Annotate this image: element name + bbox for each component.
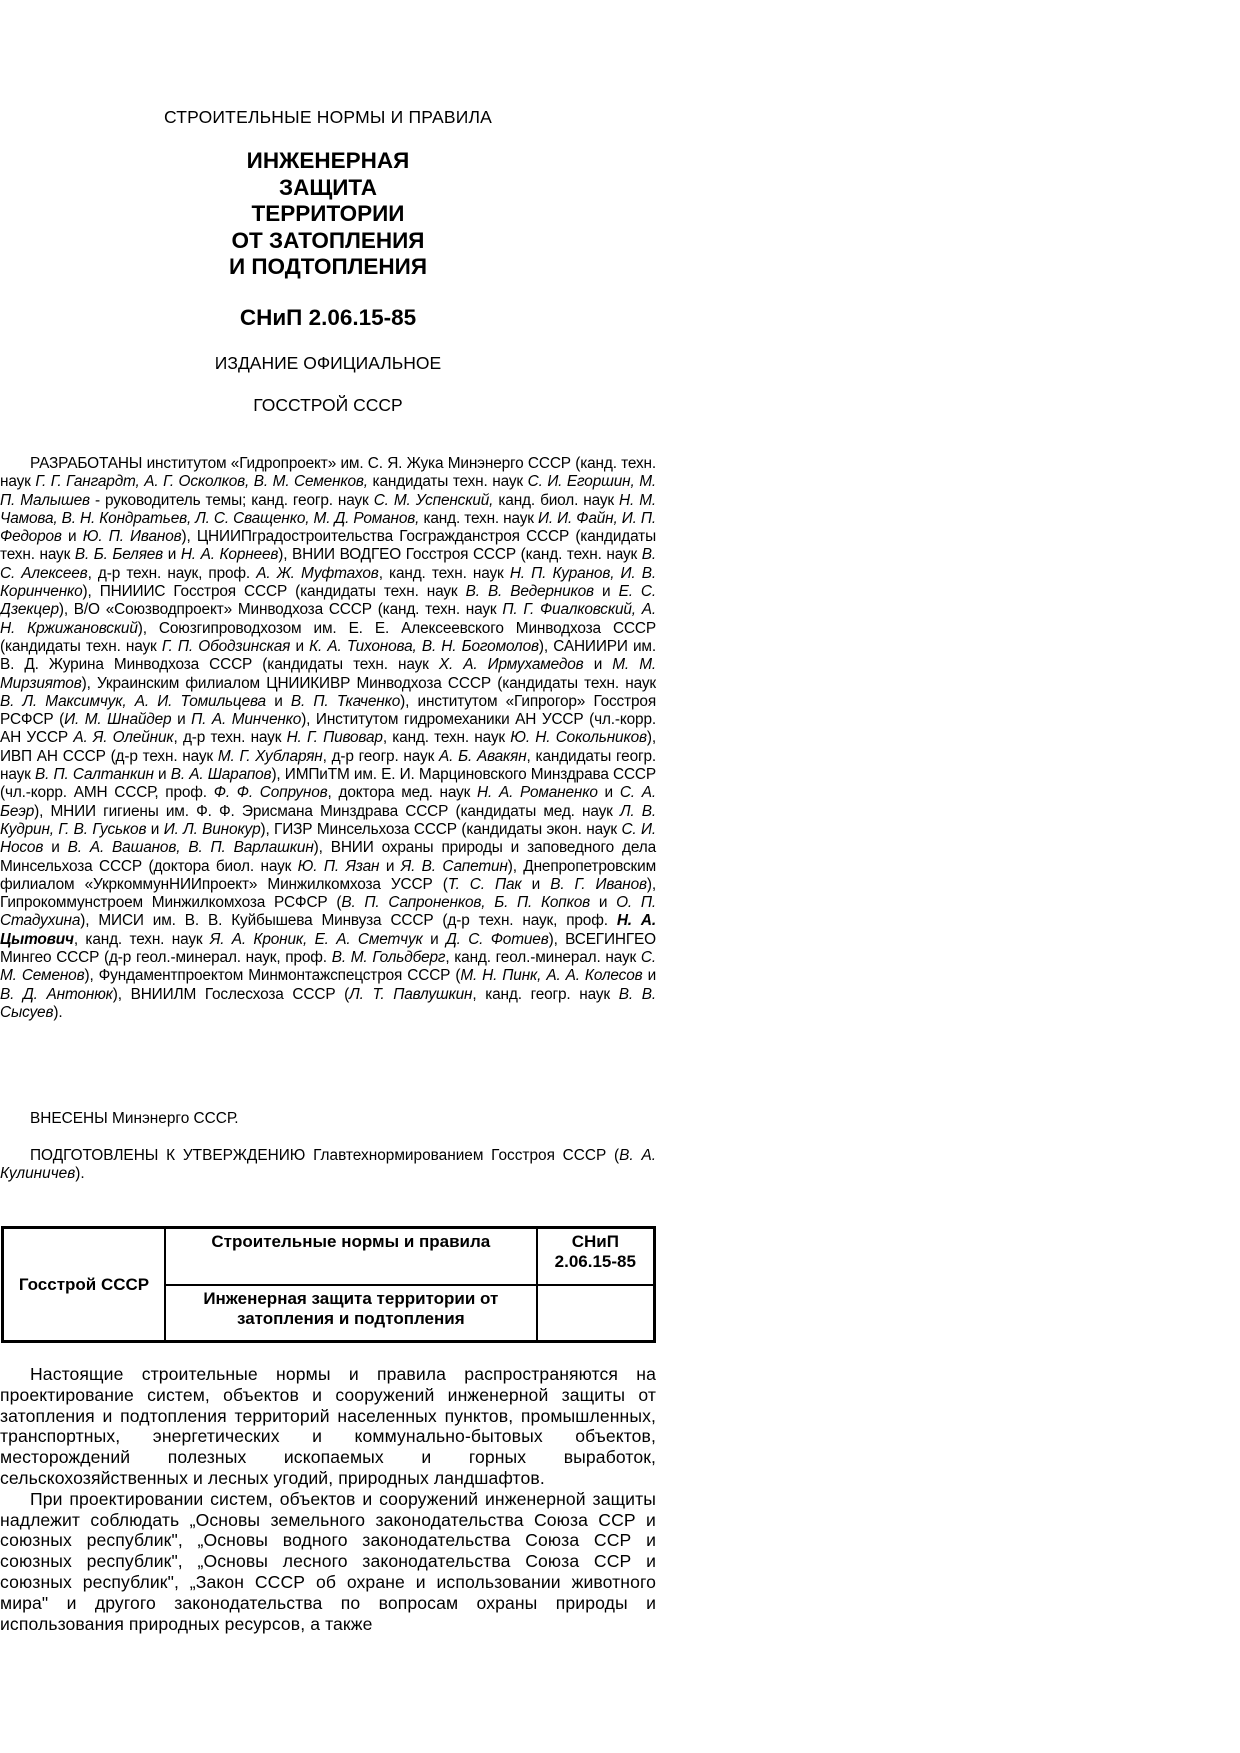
prepared-paragraph bbox=[0, 1147, 656, 1184]
prepared-name: В. А. Кулиничев bbox=[0, 1147, 657, 1183]
developers-credits bbox=[0, 455, 656, 1022]
prepared-for-approval bbox=[0, 1147, 656, 1184]
body-paragraph: Настоящие строительные нормы и правила распространяются на проектирование систем, объектов и сооружений инженерной защиты от затопления и подтопления территорий населенных пунктов, промышленных, транспортных, энергетических и коммунально-бытовых объектов, месторождений полезных ископаемых и горных выработок, сельскохозяйственных и лесных угодий, природных ландшафтов. bbox=[0, 1364, 656, 1488]
credits-lead: РАЗРАБОТАНЫ bbox=[30, 455, 143, 472]
code-cell: СНиП 2.06.15-85 bbox=[537, 1228, 655, 1285]
document-title bbox=[0, 148, 656, 281]
credits-paragraph: РАЗРАБОТАНЫ институтом «Гидропроект» им. С. Я. Жука Минэнерго СССР (канд. техн. наук Г. Г. Гангардт, А. Г. Осколков, В. М. Семенков, кандидаты техн. наук С. И. Егоршин, М. П. Малышев - руководитель темы; канд. геогр. наук С. М. Успенский, канд. биол. наук Н. М. Чамова, В. Н. Кондратьев, Л. С. Сващенко, М. Д. Романов, канд. техн. наук И. И. Файн, И. П. Федоров и Ю. П. Иванов), ЦНИИПградостроительства Госгражданстроя СССР (кандидаты техн. наук В. Б. Беляев и Н. А. Корнеев), ВНИИ ВОДГЕО Госстроя СССР (канд. техн. наук В. С. Алексеев, д-р техн. наук, проф. А. Ж. Муфтахов, канд. техн. наук Н. П. Куранов, И. В. Коринченко), ПНИИИС Госстроя СССР (кандидаты техн. наук В. В. Ведерников и Е. С. Дзекцер), В/О «Союзводпроект» Минводхоза СССР (канд. техн. наук П. Г. Фиалковский, А. Н. Кржижановский), Союзгипроводхозом им. Е. Е. Алексеевского Минводхоза СССР (кандидаты техн. наук Г. П. Ободзинская и К. А. Тихонова, В. Н. Богомолов), САНИИРИ им. В. Д. Журина Минводхоза СССР (кандидаты техн. наук Х. А. Ирмухамедов и М. М. Мирзиятов), Украинским филиалом ЦНИИКИВР Минводхоза СССР (кандидаты техн. наук В. Л. Максимчук, А. И. Томильцева и В. П. Ткаченко), институтом «Гипрогор» Госстроя РСФСР (И. М. Шнайдер и П. А. Минченко), Институтом гидромеханики АН УССР (чл.-корр. АН УССР А. Я. Олейник, д-р техн. наук Н. Г. Пивовар, канд. техн. наук Ю. Н. Сокольников), ИВП АН СССР (д-р техн. наук М. Г. Хубларян, д-р геогр. наук А. Б. Авакян, кандидаты геогр. наук В. П. Салтанкин и В. А. Шарапов), ИМПиТМ им. Е. И. Марциновского Минздрава СССР (чл.-корр. АМН СССР, проф. Ф. Ф. Сопрунов, доктора мед. наук Н. А. Романенко и С. А. Беэр), МНИИ гигиены им. Ф. Ф. Эрисмана Минздрава СССР (кандидаты мед. наук Л. В. Кудрин, Г. В. Гуськов и И. Л. Винокур), ГИЗР Минсельхоза СССР (кандидаты экон. наук С. И. Носов и В. А. Вашанов, В. П. Варлашкин), ВНИИ охраны природы и заповедного дела Минсельхоза СССР (доктора биол. наук Ю. П. Язан и Я. В. Сапетин), Днепропетровским филиалом «УкркоммунНИИпроект» Минжилкомхоза УССР (Т. С. Пак и В. Г. Иванов), Гипрокоммунстроем Минжилкомхоза РСФСР (В. П. Сапроненков, Б. П. Копков и О. П. Стадухина), МИСИ им. В. В. Куйбышева Минвуза СССР (д-р техн. наук, проф. Н. А. Цытович, канд. техн. наук Я. А. Кроник, Е. А. Сметчук и Д. С. Фотиев), ВСЕГИНГЕО Мингео СССР (д-р геол.-минерал. наук, проф. В. М. Гольдберг, канд. геол.-минерал. наук С. М. Семенов), Фундаментпроектом Минмонтажспецстроя СССР (М. Н. Пинк, А. А. Колесов и В. Д. Антонюк), ВНИИЛМ Гослесхоза СССР (Л. Т. Павлушкин, канд. геогр. наук В. В. Сысуев). bbox=[0, 455, 657, 1021]
submitted-text: Минэнерго СССР. bbox=[107, 1110, 239, 1127]
title-line: ОТ ЗАТОПЛЕНИЯ bbox=[231, 227, 425, 253]
publisher-label: ГОССТРОЙ СССР bbox=[253, 395, 403, 415]
document-header-table bbox=[1, 1226, 656, 1343]
header-table-row bbox=[3, 1228, 655, 1285]
document-code: СНиП 2.06.15-85 bbox=[239, 305, 417, 330]
prepared-lead: ПОДГОТОВЛЕНЫ К УТВЕРЖДЕНИЮ bbox=[30, 1147, 306, 1164]
document-series: СТРОИТЕЛЬНЫЕ НОРМЫ И ПРАВИЛА bbox=[163, 107, 493, 127]
title-line: И ПОДТОПЛЕНИЯ bbox=[228, 254, 428, 279]
prepared-text: Главтехнормированием Госстроя СССР ( bbox=[305, 1147, 620, 1164]
submitted-by bbox=[0, 1110, 656, 1128]
prepared-tail: ). bbox=[75, 1165, 85, 1183]
title-line: ТЕРРИТОРИИ bbox=[251, 201, 405, 226]
subject-cell: Инженерная защита территории от затопления и подтопления bbox=[165, 1285, 537, 1342]
submitted-paragraph bbox=[0, 1110, 656, 1128]
submitted-lead: ВНЕСЕНЫ bbox=[30, 1110, 108, 1127]
category-cell: Строительные нормы и правила bbox=[165, 1228, 537, 1285]
empty-cell bbox=[537, 1285, 655, 1342]
body-paragraph: При проектировании систем, объектов и сооружений инженерной защиты надлежит соблюдать „Основы земельного законодательства Союза ССР и союзных республик", „Основы водного законодательства Союза ССР и союзных республик", „Основы лесного законодательства Союза ССР и союзных республик", „Закон СССР об охране и использовании животного мира" и другого законодательства по вопросам охраны природы и использования природных ресурсов, а также bbox=[0, 1488, 656, 1634]
title-line: ИНЖЕНЕРНАЯ bbox=[246, 148, 410, 173]
document-body bbox=[0, 1364, 656, 1634]
agency-cell: Госстрой СССР bbox=[3, 1228, 166, 1342]
title-line: ЗАЩИТА bbox=[278, 174, 378, 200]
edition-label: ИЗДАНИЕ ОФИЦИАЛЬНОЕ bbox=[214, 353, 442, 373]
